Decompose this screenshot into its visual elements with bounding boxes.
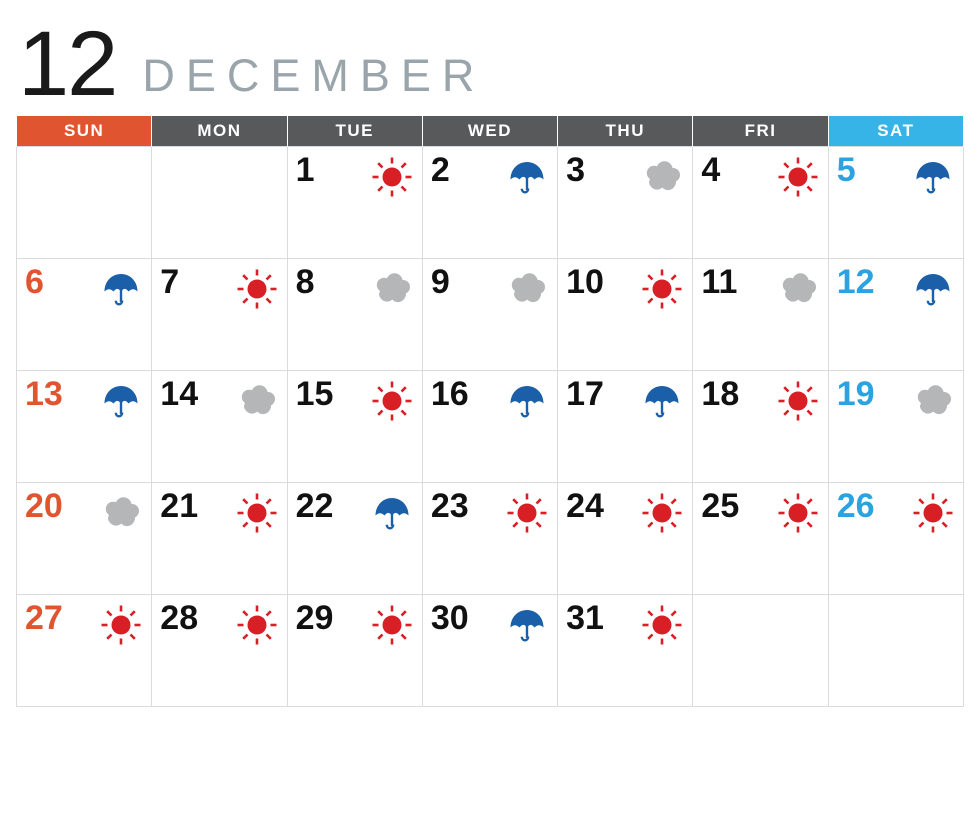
sunny-icon bbox=[370, 603, 414, 647]
calendar-cell-day-11[interactable] bbox=[693, 258, 828, 370]
sunny-icon bbox=[99, 603, 143, 647]
calendar-cell-content bbox=[829, 259, 963, 370]
calendar-cell-day-10[interactable] bbox=[558, 258, 693, 370]
calendar-cell-content bbox=[152, 483, 286, 594]
calendar-week-row bbox=[17, 370, 964, 482]
calendar-cell-content bbox=[829, 147, 963, 258]
calendar-cell-day-8[interactable] bbox=[287, 258, 422, 370]
calendar-cell-content bbox=[152, 595, 286, 706]
day-number: 27 bbox=[25, 598, 63, 637]
sunny-icon bbox=[911, 491, 955, 535]
calendar-cell-day-30[interactable] bbox=[422, 594, 557, 706]
calendar-cell-day-9[interactable] bbox=[422, 258, 557, 370]
calendar-cell-day-17[interactable] bbox=[558, 370, 693, 482]
sunny-icon bbox=[235, 603, 279, 647]
weekday-header-wed bbox=[422, 116, 557, 146]
day-number: 19 bbox=[836, 374, 875, 413]
calendar-cell-content bbox=[152, 371, 286, 482]
calendar-cell-content bbox=[829, 371, 963, 482]
day-number: 9 bbox=[430, 262, 450, 301]
calendar-cell-day-2[interactable] bbox=[422, 146, 557, 258]
day-number: 13 bbox=[25, 374, 63, 413]
day-number: 17 bbox=[566, 374, 604, 413]
month-name: DECEMBER bbox=[142, 50, 486, 101]
weekday-header-label: MON bbox=[197, 120, 242, 140]
calendar-cell-empty bbox=[152, 146, 287, 258]
calendar-cell-day-1[interactable] bbox=[287, 146, 422, 258]
weekday-header-label: SUN bbox=[63, 120, 105, 140]
month-header bbox=[0, 0, 980, 115]
calendar-cell-content bbox=[288, 595, 422, 706]
calendar-cell-content bbox=[558, 595, 692, 706]
day-number: 24 bbox=[566, 486, 604, 525]
umbrella-icon bbox=[911, 267, 955, 311]
weekday-header-row bbox=[17, 116, 964, 146]
cloudy-icon bbox=[235, 379, 279, 423]
calendar-grid bbox=[16, 116, 964, 707]
calendar-cell-content bbox=[288, 147, 422, 258]
calendar-cell-content bbox=[423, 371, 557, 482]
calendar-cell-content bbox=[693, 371, 827, 482]
calendar-cell-day-3[interactable] bbox=[558, 146, 693, 258]
sunny-icon bbox=[370, 155, 414, 199]
calendar-body bbox=[17, 146, 964, 706]
calendar-cell-day-7[interactable] bbox=[152, 258, 287, 370]
day-number: 7 bbox=[160, 262, 180, 301]
calendar-cell-content bbox=[288, 259, 422, 370]
umbrella-icon bbox=[99, 267, 143, 311]
calendar-cell-content bbox=[152, 147, 286, 258]
calendar-cell-content bbox=[17, 259, 151, 370]
sunny-icon bbox=[776, 379, 820, 423]
weekday-header-tue bbox=[287, 116, 422, 146]
calendar-cell-day-15[interactable] bbox=[287, 370, 422, 482]
calendar-cell-content bbox=[423, 483, 557, 594]
sunny-icon bbox=[505, 491, 549, 535]
day-number: 11 bbox=[701, 262, 738, 301]
day-number: 10 bbox=[566, 262, 604, 301]
calendar-cell-content bbox=[423, 595, 557, 706]
umbrella-icon bbox=[640, 379, 684, 423]
umbrella-icon bbox=[911, 155, 955, 199]
sunny-icon bbox=[640, 267, 684, 311]
calendar-cell-day-4[interactable] bbox=[693, 146, 828, 258]
calendar-cell-content bbox=[829, 595, 963, 706]
day-number: 30 bbox=[430, 598, 469, 637]
calendar-cell-empty bbox=[17, 146, 152, 258]
calendar-cell-content bbox=[693, 483, 827, 594]
weekday-header-sun bbox=[17, 116, 152, 146]
umbrella-icon bbox=[505, 603, 549, 647]
calendar-cell-day-28[interactable] bbox=[152, 594, 287, 706]
umbrella-icon bbox=[505, 155, 549, 199]
day-number: 6 bbox=[25, 262, 44, 301]
day-number: 18 bbox=[701, 374, 740, 413]
sunny-icon bbox=[640, 491, 684, 535]
day-number: 23 bbox=[430, 486, 469, 525]
cloudy-icon bbox=[505, 267, 549, 311]
calendar-cell-day-22[interactable] bbox=[287, 482, 422, 594]
calendar-cell-day-27[interactable] bbox=[17, 594, 152, 706]
calendar-cell-day-23[interactable] bbox=[422, 482, 557, 594]
calendar-cell-day-6[interactable] bbox=[17, 258, 152, 370]
day-number: 14 bbox=[160, 374, 199, 413]
day-number: 5 bbox=[836, 150, 856, 189]
calendar-cell-content bbox=[152, 259, 286, 370]
day-number: 12 bbox=[836, 262, 875, 301]
calendar-cell-content bbox=[558, 259, 692, 370]
calendar-week-row bbox=[17, 146, 964, 258]
calendar-cell-content bbox=[288, 483, 422, 594]
day-number: 16 bbox=[430, 374, 469, 413]
calendar-cell-day-26[interactable] bbox=[828, 482, 963, 594]
day-number: 25 bbox=[701, 486, 740, 525]
calendar-cell-day-18[interactable] bbox=[693, 370, 828, 482]
weekday-header-label: FRI bbox=[744, 120, 777, 140]
cloudy-icon bbox=[99, 491, 143, 535]
day-number: 21 bbox=[160, 486, 199, 525]
calendar-cell-day-24[interactable] bbox=[558, 482, 693, 594]
calendar-cell-content bbox=[17, 147, 151, 258]
calendar-week-row bbox=[17, 594, 964, 706]
weekday-header-thu bbox=[558, 116, 693, 146]
calendar-cell-day-12[interactable] bbox=[828, 258, 963, 370]
month-number: 12 bbox=[18, 12, 117, 115]
calendar-cell-day-14[interactable] bbox=[152, 370, 287, 482]
calendar-cell-content bbox=[693, 259, 827, 370]
weekday-header-label: SAT bbox=[877, 120, 915, 140]
cloudy-icon bbox=[911, 379, 955, 423]
sunny-icon bbox=[776, 155, 820, 199]
weekday-header-label: WED bbox=[467, 120, 513, 140]
calendar-cell-day-31[interactable] bbox=[558, 594, 693, 706]
calendar-cell-content bbox=[288, 371, 422, 482]
calendar-cell-day-13[interactable] bbox=[17, 370, 152, 482]
weekday-header-fri bbox=[693, 116, 828, 146]
calendar-cell-content bbox=[17, 595, 151, 706]
calendar-cell-day-19[interactable] bbox=[828, 370, 963, 482]
calendar-cell-day-5[interactable] bbox=[828, 146, 963, 258]
calendar-cell-day-29[interactable] bbox=[287, 594, 422, 706]
calendar-cell-content bbox=[17, 483, 151, 594]
umbrella-icon bbox=[99, 379, 143, 423]
calendar-cell-content bbox=[558, 147, 692, 258]
day-number: 1 bbox=[295, 150, 315, 189]
calendar-cell-empty bbox=[693, 594, 828, 706]
calendar-cell-day-21[interactable] bbox=[152, 482, 287, 594]
cloudy-icon bbox=[370, 267, 414, 311]
day-number: 22 bbox=[295, 486, 334, 525]
day-number: 26 bbox=[836, 486, 875, 525]
umbrella-icon bbox=[505, 379, 549, 423]
day-number: 3 bbox=[566, 150, 586, 189]
cloudy-icon bbox=[640, 155, 684, 199]
day-number: 4 bbox=[701, 150, 721, 189]
calendar-cell-content bbox=[558, 483, 692, 594]
cloudy-icon bbox=[776, 267, 820, 311]
calendar-cell-content bbox=[423, 259, 557, 370]
day-number: 20 bbox=[25, 486, 63, 525]
calendar-week-row bbox=[17, 482, 964, 594]
calendar-cell-content bbox=[558, 371, 692, 482]
weekday-header-label: TUE bbox=[335, 120, 374, 140]
umbrella-icon bbox=[370, 491, 414, 535]
calendar-cell-content bbox=[693, 147, 827, 258]
day-number: 29 bbox=[295, 598, 334, 637]
calendar-cell-day-20[interactable] bbox=[17, 482, 152, 594]
calendar-cell-day-16[interactable] bbox=[422, 370, 557, 482]
day-number: 8 bbox=[295, 262, 315, 301]
calendar-cell-day-25[interactable] bbox=[693, 482, 828, 594]
day-number: 15 bbox=[295, 374, 334, 413]
sunny-icon bbox=[776, 491, 820, 535]
weekday-header-label: THU bbox=[605, 120, 645, 140]
weekday-header-sat bbox=[828, 116, 963, 146]
weekday-header-mon bbox=[152, 116, 287, 146]
calendar-cell-content bbox=[829, 483, 963, 594]
calendar-cell-content bbox=[423, 147, 557, 258]
day-number: 31 bbox=[566, 598, 604, 637]
calendar-cell-content bbox=[693, 595, 827, 706]
calendar-week-row bbox=[17, 258, 964, 370]
calendar-cell-empty bbox=[828, 594, 963, 706]
day-number: 28 bbox=[160, 598, 199, 637]
sunny-icon bbox=[370, 379, 414, 423]
sunny-icon bbox=[235, 491, 279, 535]
calendar-cell-content bbox=[17, 371, 151, 482]
sunny-icon bbox=[235, 267, 279, 311]
sunny-icon bbox=[640, 603, 684, 647]
day-number: 2 bbox=[430, 150, 450, 189]
